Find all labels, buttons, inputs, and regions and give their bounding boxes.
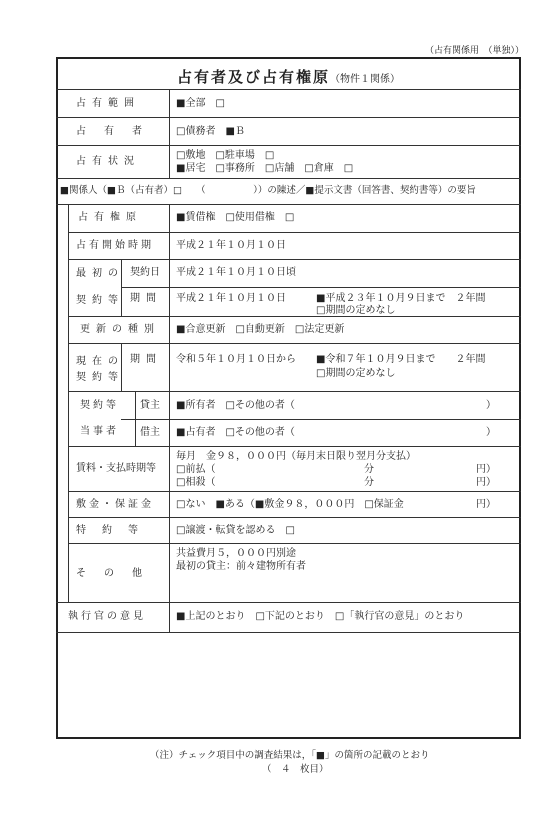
- page-title: [56, 66, 521, 87]
- divider: [56, 89, 521, 90]
- first-contract-label-2: 契約等: [76, 295, 124, 306]
- divider: [68, 232, 521, 233]
- start-value: 平成２１年１０月１０日: [176, 240, 286, 251]
- current-period-from: 令和５年１０月１０日から: [176, 354, 296, 365]
- status-line-1: □敷地 □駐車場 □: [176, 150, 275, 161]
- current-period-to: ■令和７年１０月９日まで ２年間: [316, 354, 486, 365]
- deposit-yen: 円）: [476, 499, 496, 510]
- start-label: 占有開始時期: [76, 240, 154, 251]
- opinion-value: ■上記のとおり □下記のとおり □「執行官の意見」のとおり: [176, 611, 465, 622]
- divider: [68, 343, 521, 344]
- title-sub: （物件１関係）: [330, 74, 400, 85]
- first-period-none: □期間の定めなし: [316, 305, 396, 316]
- title-label: 占有権原: [78, 212, 142, 223]
- range-label: 占有範囲: [76, 98, 140, 109]
- deposit-label: 敷金・保証金: [76, 499, 154, 510]
- special-label: 特約等: [76, 525, 154, 536]
- divider: [68, 259, 521, 260]
- column-divider: [68, 204, 69, 602]
- form-type-note: （占有関係用 （単独））: [425, 46, 525, 56]
- statement-source: ■関係人（■Ｂ（占有者）□ （ ））の陳述／■提示文書（回答書、契約書等）の要旨: [60, 185, 476, 196]
- rent-offset: □相殺（: [176, 477, 216, 488]
- divider: [56, 145, 521, 146]
- lessee-label: 借主: [140, 427, 160, 438]
- first-contract-label-1: 最初の: [76, 268, 124, 279]
- renewal-value: ■合意更新 □自動更新 □法定更新: [176, 324, 345, 335]
- lessor-close: ）: [486, 400, 496, 411]
- other-line-2: 最初の貸主：前々建物所有者: [176, 561, 306, 572]
- status-label: 占有状況: [76, 156, 140, 167]
- first-period-from: 平成２１年１０月１０日: [176, 293, 286, 304]
- rent-prepaid-fen: 分: [364, 464, 374, 475]
- page-count: （ ４ 枚目）: [262, 764, 329, 775]
- lessee-value: ■占有者 □その他の者（: [176, 427, 295, 438]
- renewal-label: 更新の種別: [80, 324, 160, 335]
- occupant-label: 占有者: [76, 126, 160, 137]
- current-period-label: 期間: [130, 354, 162, 365]
- rent-label: 賃料・支払時期等: [76, 463, 156, 474]
- footer-note: （注）チェック項目中の調査結果は，「■」の箇所の記載のとおり: [150, 750, 430, 761]
- lessor-value: ■所有者 □その他の者（: [176, 400, 295, 411]
- first-period-to: ■平成２３年１０月９日まで ２年間: [316, 293, 486, 304]
- rent-prepaid: □前払（: [176, 464, 216, 475]
- divider: [56, 178, 521, 179]
- other-line-1: 共益費月５，０００円別途: [176, 548, 296, 559]
- lessor-label: 貸主: [140, 400, 160, 411]
- current-contract-label-2: 契約等: [76, 372, 124, 383]
- column-divider: [169, 204, 170, 602]
- occupant-value: □債務者 ■Ｂ: [176, 126, 245, 137]
- contract-date-value: 平成２１年１０月１０日頃: [176, 267, 296, 278]
- contract-date-label: 契約日: [130, 267, 160, 278]
- lessee-close: ）: [486, 427, 496, 438]
- special-value: □譲渡・転貸を認める □: [176, 525, 295, 536]
- divider: [56, 602, 521, 603]
- rent-offset-fen: 分: [364, 477, 374, 488]
- rent-line-1: 毎月 金９８，０００円（毎月末日限り翌月分支払）: [176, 451, 416, 462]
- status-line-2: ■居宅 □事務所 □店舗 □倉庫 □: [176, 163, 354, 174]
- divider: [68, 446, 521, 447]
- divider: [121, 287, 521, 288]
- divider: [68, 517, 521, 518]
- divider: [121, 419, 521, 420]
- divider: [68, 543, 521, 544]
- current-period-none: □期間の定めなし: [316, 368, 396, 379]
- column-divider: [169, 89, 170, 178]
- column-divider: [135, 391, 136, 446]
- range-value: ■全部 □: [176, 98, 225, 109]
- divider: [56, 632, 521, 633]
- divider: [56, 204, 521, 205]
- divider: [68, 316, 521, 317]
- opinion-label: 執行官の意見: [68, 611, 146, 622]
- divider: [68, 491, 521, 492]
- first-period-label: 期間: [130, 293, 162, 304]
- party-label-1: 契約等: [80, 400, 119, 411]
- divider: [56, 117, 521, 118]
- deposit-value: □ない ■ある（■敷金９８，０００円 □保証金: [176, 499, 404, 510]
- title-main: 占有者及び占有権原: [176, 68, 330, 86]
- other-label: その他: [76, 568, 160, 579]
- party-label-2: 当事者: [80, 426, 119, 437]
- rent-offset-yen: 円）: [476, 477, 496, 488]
- title-value: ■賃借権 □使用借権 □: [176, 212, 295, 223]
- rent-prepaid-yen: 円）: [476, 464, 496, 475]
- column-divider: [169, 602, 170, 632]
- current-contract-label-1: 現在の: [76, 356, 124, 367]
